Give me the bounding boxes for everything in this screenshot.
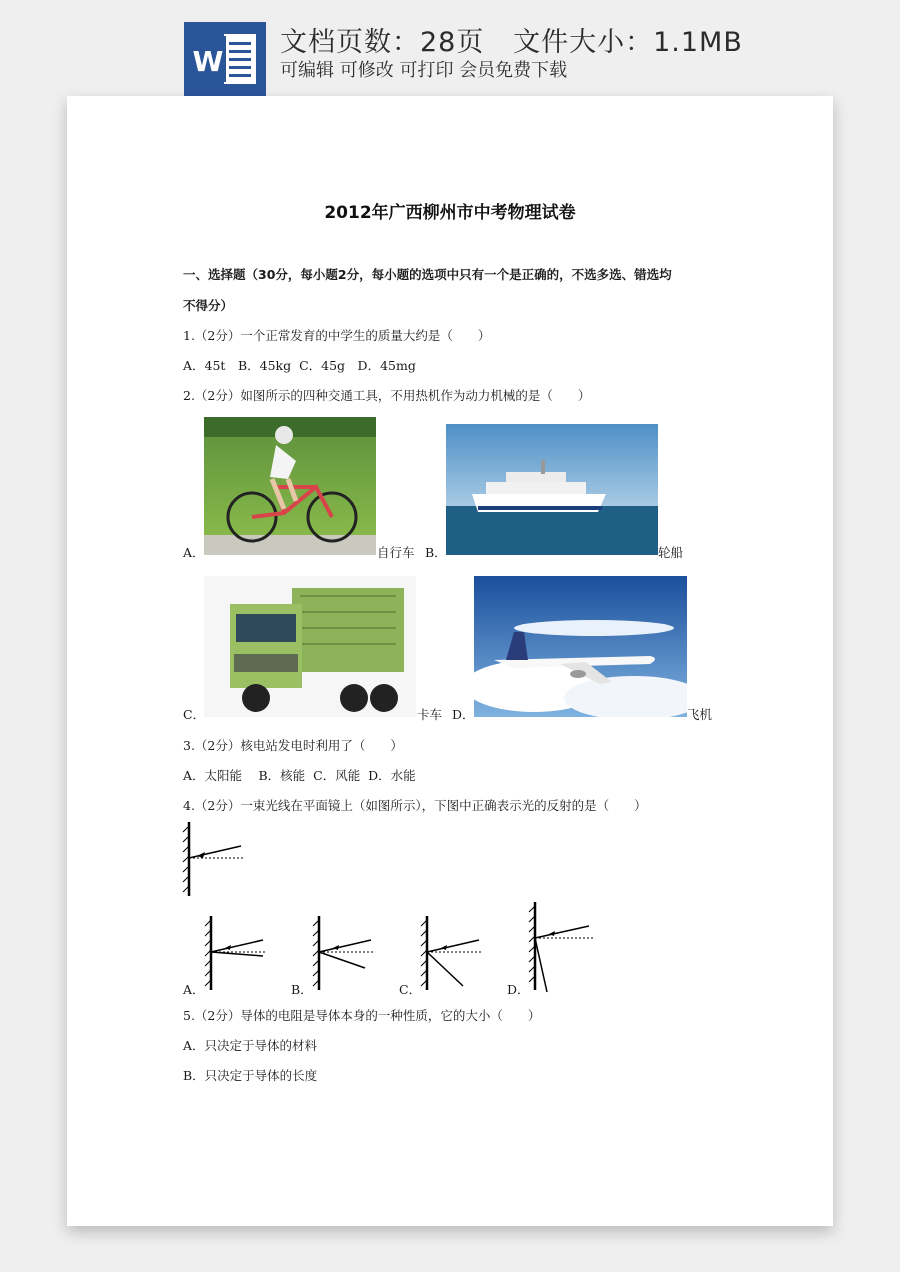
reflection-diagram-a — [203, 914, 273, 994]
option-d-letter: D． — [452, 707, 475, 722]
question-5-option-b: B．只决定于导体的长度 — [183, 1068, 318, 1083]
option-b-label: 轮船 — [658, 545, 684, 560]
mirror-incident-ray-diagram — [181, 820, 251, 900]
doc-features-text: 可编辑 可修改 可打印 会员免费下载 — [280, 60, 568, 81]
question-5: 5.（2分）导体的电阻是导体本身的一种性质，它的大小（ ） — [183, 1008, 541, 1023]
document-page — [67, 96, 833, 1226]
page-title: 2012年广西柳州市中考物理试卷 — [324, 203, 576, 223]
section-heading: 一、选择题（30分，每小题2分，每小题的选项中只有一个是正确的，不选多选、错选均 — [183, 267, 672, 282]
option-c-label: 卡车 — [417, 707, 443, 722]
section-heading-cont: 不得分） — [183, 298, 234, 313]
document-info-header — [0, 0, 900, 96]
word-doc-icon — [184, 22, 266, 96]
question-5-option-a: A．只决定于导体的材料 — [183, 1038, 318, 1053]
truck-photo — [204, 576, 416, 717]
option-d-label: 飞机 — [687, 707, 713, 722]
ship-photo — [446, 424, 658, 555]
airplane-photo — [474, 576, 687, 717]
q4-option-d-letter: D． — [507, 982, 530, 997]
option-a-label: 自行车 — [377, 545, 415, 560]
question-1-options: A．45t B．45kg C．45g D．45mg — [183, 358, 416, 373]
option-c-letter: C． — [183, 707, 206, 722]
bicycle-photo — [204, 417, 376, 555]
svg-text:W: W — [192, 45, 224, 78]
q4-option-a-letter: A． — [183, 982, 205, 997]
option-b-letter: B． — [425, 545, 447, 560]
question-1: 1.（2分）一个正常发育的中学生的质量大约是（ ） — [183, 328, 491, 343]
doc-stats-text: 文档页数：28页 文件大小：1.1MB — [280, 27, 743, 58]
q4-option-c-letter: C． — [399, 982, 422, 997]
option-a-letter: A． — [183, 545, 205, 560]
reflection-diagram-c — [419, 914, 489, 994]
reflection-diagram-d — [527, 900, 597, 996]
question-3: 3.（2分）核电站发电时利用了（ ） — [183, 738, 403, 753]
question-4: 4.（2分）一束光线在平面镜上（如图所示），下图中正确表示光的反射的是（ ） — [183, 798, 647, 813]
q4-option-b-letter: B． — [291, 982, 313, 997]
question-2: 2.（2分）如图所示的四种交通工具，不用热机作为动力机械的是（ ） — [183, 388, 591, 403]
question-3-options: A．太阳能 B．核能 C．风能 D．水能 — [183, 768, 416, 783]
reflection-diagram-b — [311, 914, 381, 994]
